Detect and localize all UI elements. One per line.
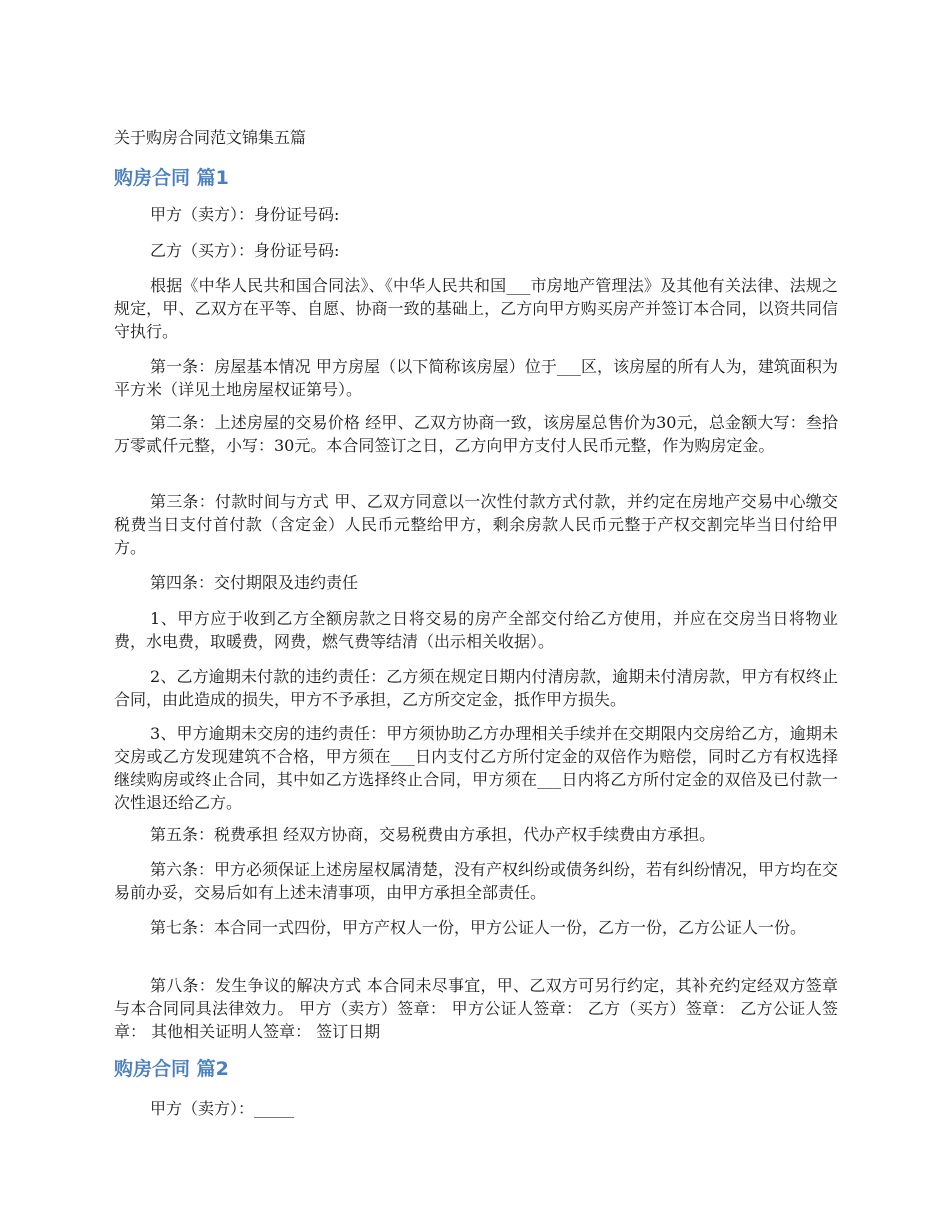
paragraph: 甲方（卖方）：身份证号码: [150, 205, 340, 224]
paragraph: 乙方（买方）：身份证号码: [150, 241, 340, 260]
paragraph: 第二条：上述房屋的交易价格 经甲、乙双方协商一致，该房屋总售价为30元，总金额大写：叁拾万零贰仟元整，小写：30元。本合同签订之日，乙方向甲方支付人民币元整，作为购房定金。 [114, 413, 838, 455]
paragraph: 第五条：税费承担 经双方协商，交易税费由方承担，代办产权手续费由方承担。 [150, 825, 716, 844]
paragraph: 3、甲方逾期未交房的违约责任：甲方须协助乙方办理相关手续并在交期限内交房给乙方，逾期未交房或乙方发现建筑不合格，甲方须在___日内支付乙方所付定金的双倍作为赔偿，同时乙方有权选择继续购房或终止合同，其中如乙方选择终止合同，甲方须在___日内将乙方所付定金的双倍及已付款一次性退还给乙方。 [114, 724, 838, 812]
paragraph: 第一条：房屋基本情况 甲方房屋（以下简称该房屋）位于___区，该房屋的所有人为，建筑面积为平方米（详见土地房屋权证第号）。 [114, 357, 838, 399]
document-title: 关于购房合同范文锦集五篇 [114, 128, 307, 147]
paragraph: 1、甲方应于收到乙方全额房款之日将交易的房产全部交付给乙方使用，并应在交房当日将物业费，水电费，取暖费，网费，燃气费等结清（出示相关收据）。 [114, 609, 838, 651]
paragraph: 2、乙方逾期未付款的违约责任：乙方须在规定日期内付清房款，逾期未付清房款，甲方有权终止合同，由此造成的损失，甲方不予承担，乙方所交定金，抵作甲方损失。 [114, 667, 838, 709]
paragraph: 第八条：发生争议的解决方式 本合同未尽事宜，甲、乙双方可另行约定，其补充约定经双方签章与本合同同具法律效力。 甲方（卖方）签章： 甲方公证人签章： 乙方（买方）签章： 乙方公证人签章： 其他相关证明人签章： 签订日期 [114, 976, 838, 1041]
paragraph: 甲方（卖方）：_____ [150, 1099, 295, 1118]
section-heading-2: 购房合同 篇2 [114, 1058, 229, 1080]
paragraph: 第六条：甲方必须保证上述房屋权属清楚，没有产权纠纷或债务纠纷，若有纠纷情况，甲方均在交易前办妥，交易后如有上述未清事项，由甲方承担全部责任。 [114, 860, 839, 902]
paragraph: 第三条：付款时间与方式 甲、乙双方同意以一次性付款方式付款，并约定在房地产交易中心缴交税费当日支付首付款（含定金）人民币元整给甲方，剩余房款人民币元整于产权交割完毕当日付给甲方。 [114, 492, 838, 557]
section-heading-1: 购房合同 篇1 [114, 167, 229, 189]
paragraph: 第七条：本合同一式四份，甲方产权人一份，甲方公证人一份，乙方一份，乙方公证人一份。 [150, 918, 807, 937]
paragraph: 第四条：交付期限及违约责任 [150, 573, 359, 592]
paragraph: 根据《中华人民共和国合同法》、《中华人民共和国___市房地产管理法》及其他有关法律、法规之规定，甲、乙双方在平等、自愿、协商一致的基础上，乙方向甲方购买房产并签订本合同，以资共同信守执行。 [114, 276, 838, 341]
